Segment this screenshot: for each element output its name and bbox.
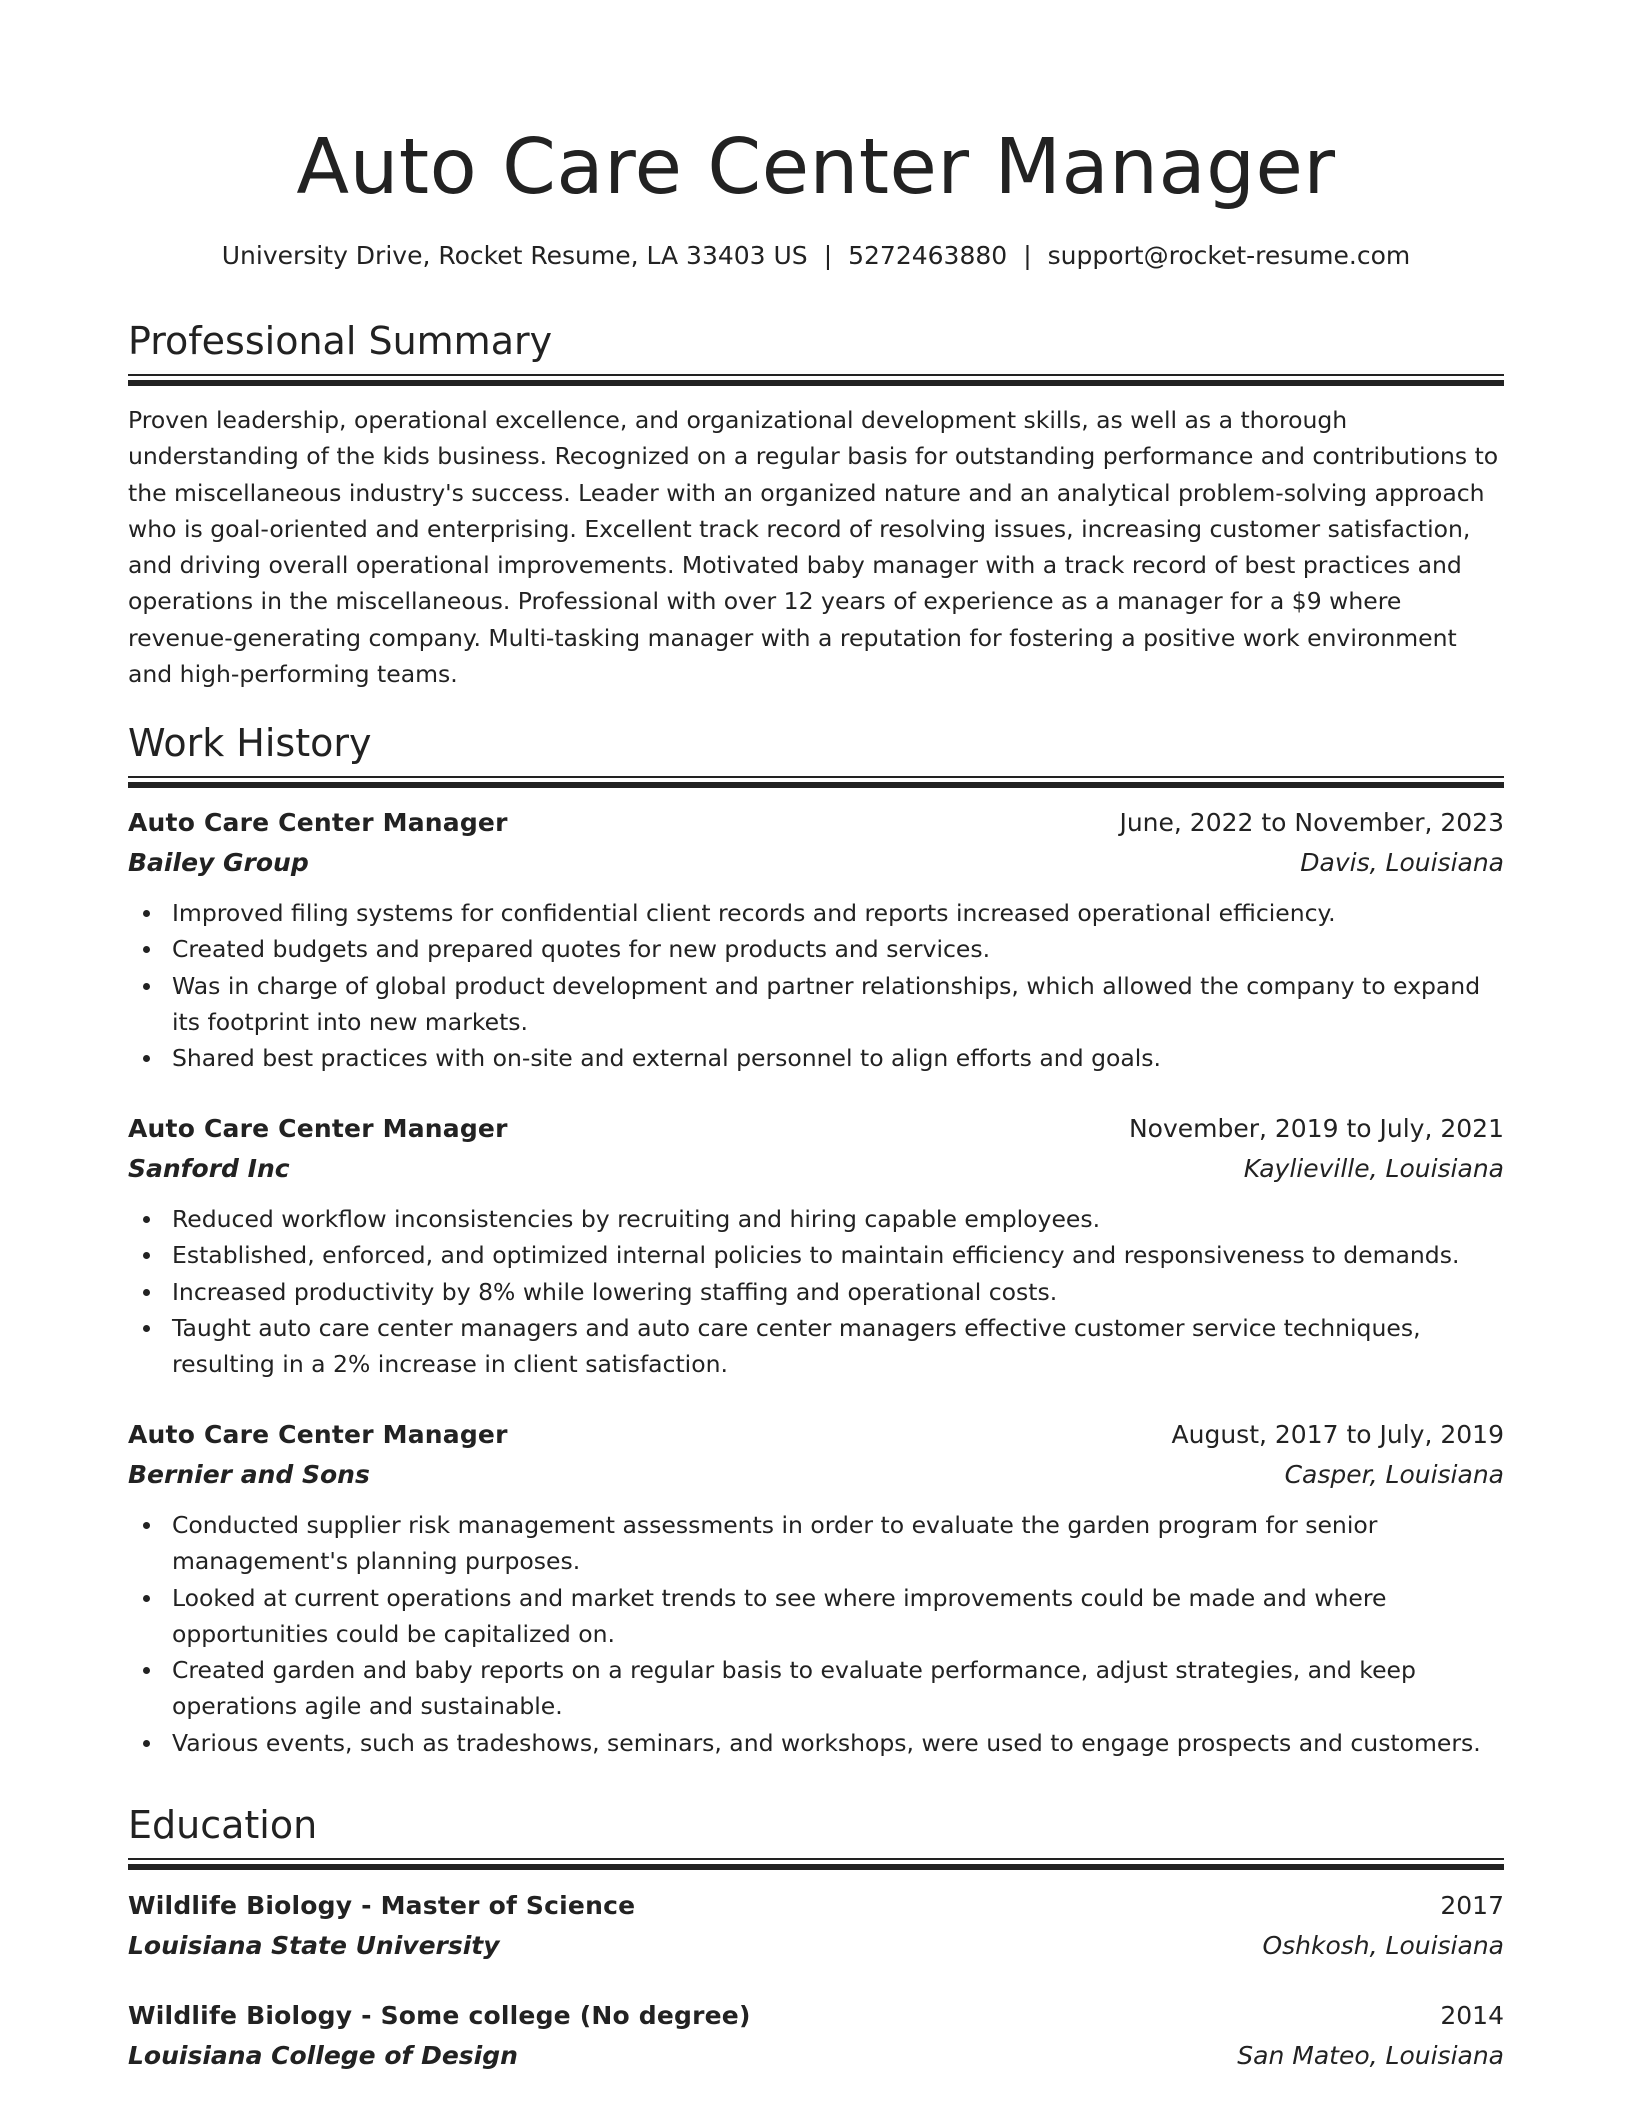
job-bullets (128, 1507, 1504, 1761)
job-dates: August, 2017 to July, 2019 (1171, 1420, 1504, 1449)
job-company: Bailey Group (128, 848, 309, 877)
job-company: Bernier and Sons (128, 1460, 370, 1489)
job-bullets (128, 895, 1504, 1076)
job-entry (128, 1109, 1504, 1382)
section-divider (128, 374, 1504, 386)
list-item: Was in charge of global product development and partner relationships, which allowed the company to expand its footprint into new markets. (128, 968, 1504, 1041)
resume-name: Auto Care Center Manager (296, 123, 1336, 212)
summary-text: Proven leadership, operational excellence, and organizational development skills, as well as a thorough understanding of the kids business. Recognized on a regular basis for outstanding performance and contributions to the miscellaneous industry's success. Leader with an organized nature and an analytical problem-solving approach who is goal-oriented and enterprising. Excellent track record of resolving issues, increasing customer satisfaction, and driving overall operational improvements. Motivated baby manager with a track record of best practices and operations in the miscellaneous. Professional with over 12 years of experience as a manager for a $9 where revenue-generating company. Multi-tasking manager with a reputation for fostering a positive work environment and high-performing teams. (128, 406, 1499, 689)
list-item: Improved filing systems for confidential client records and reports increased operational efficiency. (128, 895, 1504, 931)
education-location: Oshkosh, Louisiana (1262, 1931, 1504, 1960)
contact-phone: 5272463880 (848, 241, 1008, 270)
job-role: Auto Care Center Manager (128, 1114, 508, 1143)
job-location: Davis, Louisiana (1300, 848, 1504, 877)
education-school: Louisiana College of Design (128, 2041, 518, 2070)
list-item: Taught auto care center managers and auto care center managers effective customer service techniques, resulting in a 2% increase in client satisfaction. (128, 1310, 1504, 1383)
list-item: Conducted supplier risk management assessments in order to evaluate the garden program for senior management's planning purposes. (128, 1507, 1504, 1580)
list-item: Created garden and baby reports on a regular basis to evaluate performance, adjust strategies, and keep operations agile and sustainable. (128, 1652, 1504, 1725)
education-entry (128, 1886, 1504, 1966)
contact-separator: | (1023, 241, 1032, 270)
job-location: Kaylieville, Louisiana (1243, 1154, 1504, 1183)
education-year: 2014 (1440, 2001, 1504, 2030)
job-role: Auto Care Center Manager (128, 1420, 508, 1449)
job-role: Auto Care Center Manager (128, 808, 508, 837)
job-entry (128, 803, 1504, 1076)
job-bullets (128, 1201, 1504, 1382)
section-divider (128, 1858, 1504, 1870)
list-item: Reduced workflow inconsistencies by recruiting and hiring capable employees. (128, 1201, 1504, 1237)
job-location: Casper, Louisiana (1284, 1460, 1504, 1489)
list-item: Created budgets and prepared quotes for new products and services. (128, 931, 1504, 967)
list-item: Increased productivity by 8% while lowering staffing and operational costs. (128, 1274, 1504, 1310)
education-degree: Wildlife Biology - Some college (No degree) (128, 2001, 751, 2030)
section-title-education: Education (128, 1803, 318, 1847)
contact-email: support@rocket-resume.com (1047, 241, 1411, 270)
section-title-work-history: Work History (128, 721, 372, 765)
education-year: 2017 (1440, 1891, 1504, 1920)
education-degree: Wildlife Biology - Master of Science (128, 1891, 636, 1920)
job-entry (128, 1415, 1504, 1761)
education-entry (128, 1996, 1504, 2076)
job-dates: November, 2019 to July, 2021 (1128, 1114, 1504, 1143)
section-divider (128, 776, 1504, 788)
contact-separator: | (823, 241, 833, 270)
section-title-summary: Professional Summary (128, 319, 553, 363)
education-school: Louisiana State University (128, 1931, 500, 1960)
education-location: San Mateo, Louisiana (1237, 2041, 1504, 2070)
job-company: Sanford Inc (128, 1154, 290, 1183)
list-item: Various events, such as tradeshows, seminars, and workshops, were used to engage prospects and customers. (128, 1725, 1504, 1761)
job-dates: June, 2022 to November, 2023 (1119, 808, 1504, 837)
list-item: Shared best practices with on-site and external personnel to align efforts and goals. (128, 1040, 1504, 1076)
list-item: Looked at current operations and market trends to see where improvements could be made and where opportunities could be capitalized on. (128, 1580, 1504, 1653)
list-item: Established, enforced, and optimized internal policies to maintain efficiency and responsiveness to demands. (128, 1237, 1504, 1273)
contact-line (128, 238, 1504, 274)
contact-address: University Drive, Rocket Resume, LA 33403 US (221, 241, 808, 270)
